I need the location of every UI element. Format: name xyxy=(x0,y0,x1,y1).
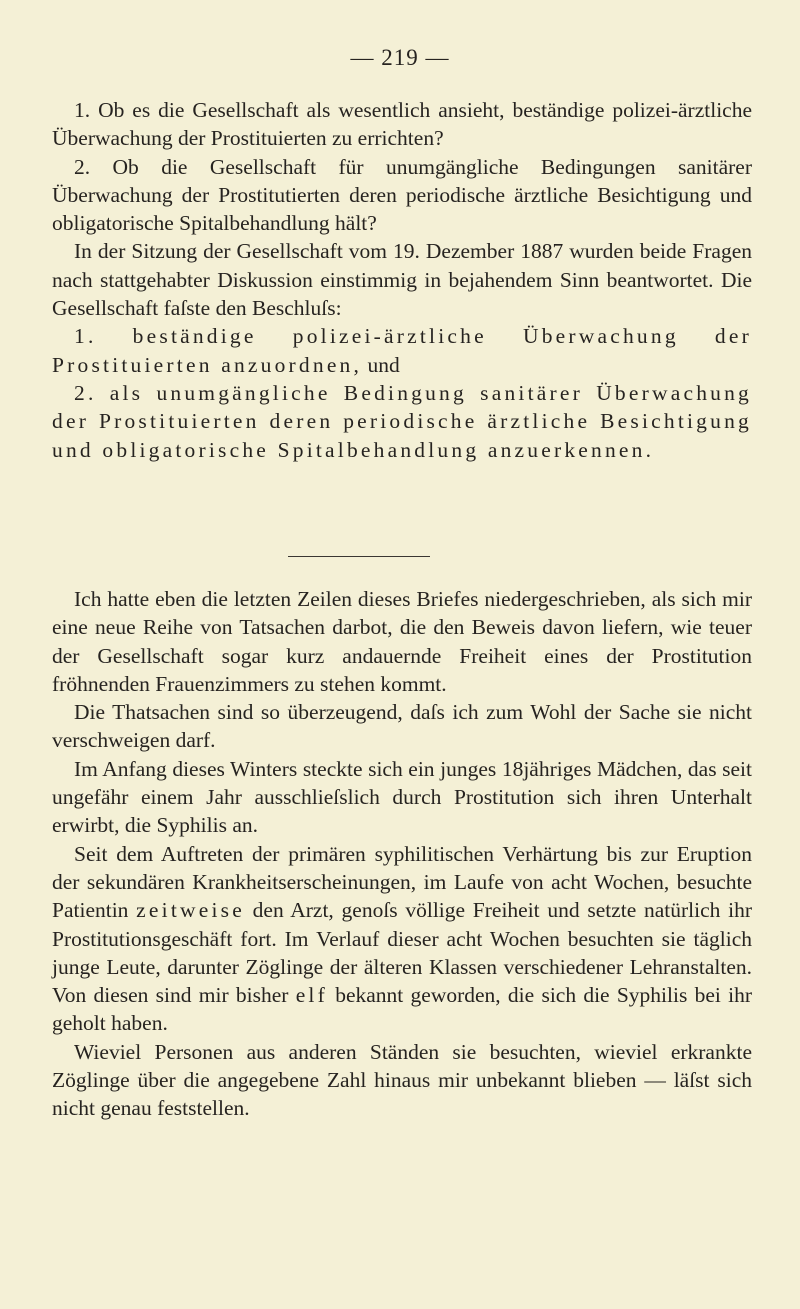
session-paragraph: In der Sitzung der Gesellschaft vom 19. Dezember 1887 wurden beide Fragen nach stattgehabter Diskussion einstimmig in bejahendem Sinn beantwortet. Die Gesellschaft faſste den Beschluſs: xyxy=(52,239,752,321)
resolution-item-1-spaced: 1. beständige polizei-ärztliche Überwachung der Prostituierten anzuordnen, xyxy=(52,324,752,377)
paragraph-4-emphasis-zeitweise: zeitweise xyxy=(136,898,245,923)
question-1: 1. Ob es die Gesellschaft als wesentlich ansieht, beständige polizei-ärztliche Überwachung der Prostituierten zu errichten? xyxy=(52,98,752,151)
paragraph-5: Wieviel Personen aus anderen Ständen sie besuchten, wieviel erkrankte Zöglinge über die angegebene Zahl hinaus mir unbekannt blieben — läſst sich nicht genau feststellen. xyxy=(52,1039,752,1121)
question-2: 2. Ob die Gesellschaft für unumgängliche Bedingungen sanitärer Überwachung der Prostitutierten deren periodische ärztliche Besichtigung und obligatorische Spitalbehandlung hält? xyxy=(52,154,752,236)
resolution-item-2-spaced: 2. als unumgängliche Bedingung sanitärer Überwachung der Prostituierten deren periodische ärztliche Besichtigung und obligatorische Spitalbehandlung anzuerkennen. xyxy=(52,380,752,462)
paragraph-4-part-a: Seit dem Auftreten der primären syphilitischen Verhärtung bis zur Eruption der sekundären Krankheitserscheinungen, im Laufe von acht Wochen, besuchte Patientin xyxy=(52,841,752,923)
resolution-item-2 xyxy=(52,379,752,464)
paragraph-2: Die Thatsachen sind so überzeugend, daſs ich zum Wohl der Sache sie nicht verschweigen darf. xyxy=(52,700,752,753)
paragraph-4 xyxy=(52,840,752,1038)
paragraph-1: Ich hatte eben die letzten Zeilen dieses Briefes niedergeschrieben, als sich mir eine neue Reihe von Tatsachen darbot, die den Beweis davon liefern, wie teuer der Gesellschaft sogar kurz andauernde Freiheit eines der Prostitution fröhnenden Frauenzimmers zu stehen kommt. xyxy=(52,587,752,696)
page-number: — 219 — xyxy=(350,45,450,70)
resolution-item-1 xyxy=(52,322,752,379)
paragraph-4-part-b: den Arzt, genoſs völlige Freiheit und setzte natürlich ihr Prostitutionsgeschäft fort. Im Verlauf dieser acht Wochen besuchten sie täglich junge Leute, darunter Zöglinge der älteren Klassen verschiedener Lehranstalten. Von diesen sind mir bisher xyxy=(52,898,752,1008)
paragraph-4-emphasis-elf: elf xyxy=(295,983,328,1008)
section-divider xyxy=(288,556,430,557)
paragraph-3: Im Anfang dieses Winters steckte sich ein junges 18jähriges Mädchen, das seit ungefähr einem Jahr ausschlieſslich durch Prostitution sich ihren Unterhalt erwirbt, die Syphilis an. xyxy=(52,756,752,838)
letter-body xyxy=(52,585,752,1123)
resolution-item-1-tail: und xyxy=(362,352,400,377)
paragraph-4-part-c: bekannt geworden, die sich die Syphilis bei ihr geholt haben. xyxy=(52,983,753,1036)
resolution-block xyxy=(52,96,752,464)
